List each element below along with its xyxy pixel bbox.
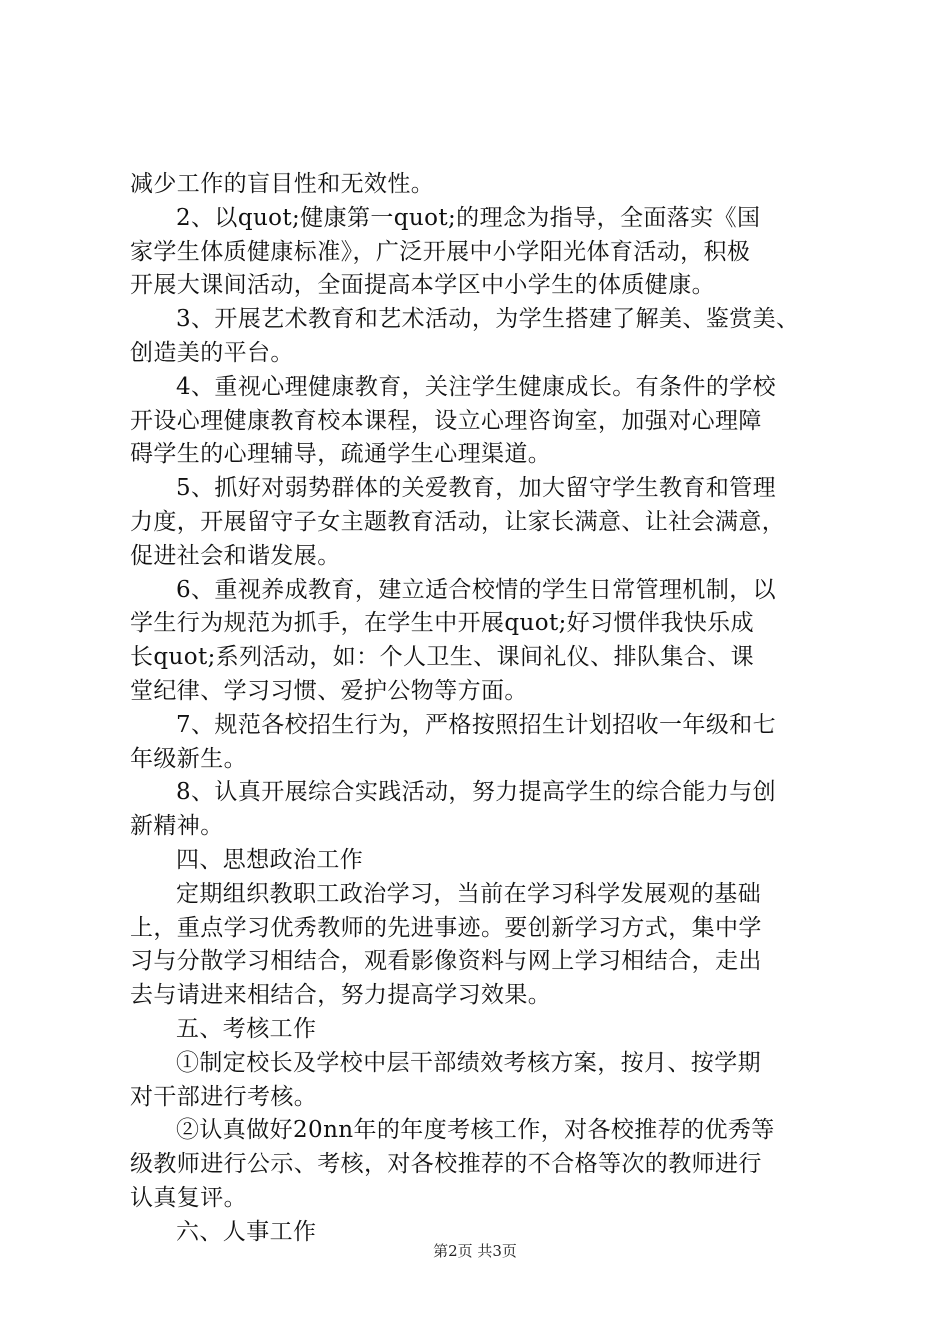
text-line: ②认真做好20nn年的年度考核工作，对各校推荐的优秀等 bbox=[176, 1117, 775, 1144]
text-line: 促进社会和谐发展。 bbox=[130, 542, 341, 569]
text-line: 碍学生的心理辅导，疏通学生心理渠道。 bbox=[130, 441, 552, 468]
text-line: 堂纪律、学习习惯、爱护公物等方面。 bbox=[130, 677, 528, 704]
section-heading: 五、考核工作 bbox=[176, 1015, 317, 1042]
text-line: 2、以quot;健康第一quot;的理念为指导，全面落实《国 bbox=[176, 204, 761, 231]
text-line: 对干部进行考核。 bbox=[130, 1083, 318, 1110]
text-line: 创造美的平台。 bbox=[130, 339, 294, 366]
text-line: 3、开展艺术教育和艺术活动，为学生搭建了解美、鉴赏美、 bbox=[176, 306, 800, 333]
text-line: 长quot;系列活动，如：个人卫生、课间礼仪、排队集合、课 bbox=[130, 644, 754, 671]
text-line: 习与分散学习相结合，观看影像资料与网上学习相结合，走出 bbox=[130, 948, 762, 975]
section-heading: 四、思想政治工作 bbox=[176, 846, 364, 873]
text-line: 7、规范各校招生行为，严格按照招生计划招收一年级和七 bbox=[176, 711, 777, 738]
text-line: 开设心理健康教育校本课程，设立心理咨询室，加强对心理障 bbox=[130, 407, 762, 434]
text-line: 减少工作的盲目性和无效性。 bbox=[130, 171, 435, 197]
text-line: 5、抓好对弱势群体的关爱教育，加大留守学生教育和管理 bbox=[176, 475, 777, 502]
text-line: 力度，开展留守子女主题教育活动，让家长满意、让社会满意， bbox=[130, 508, 786, 535]
text-line: 去与请进来相结合，努力提高学习效果。 bbox=[130, 982, 552, 1009]
text-line: 开展大课间活动，全面提高本学区中小学生的体质健康。 bbox=[130, 272, 715, 299]
text-line: 认真复评。 bbox=[130, 1184, 247, 1211]
text-line: 6、重视养成教育，建立适合校情的学生日常管理机制，以 bbox=[176, 576, 777, 603]
text-line: 4、重视心理健康教育，关注学生健康成长。有条件的学校 bbox=[176, 373, 777, 400]
text-line: ①制定校长及学校中层干部绩效考核方案，按月、按学期 bbox=[176, 1049, 761, 1076]
section-heading: 六、人事工作 bbox=[176, 1218, 317, 1245]
text-line: 新精神。 bbox=[130, 813, 224, 840]
text-line: 年级新生。 bbox=[130, 745, 247, 772]
text-line: 级教师进行公示、考核，对各校推荐的不合格等次的教师进行 bbox=[130, 1151, 762, 1178]
text-line: 8、认真开展综合实践活动，努力提高学生的综合能力与创 bbox=[176, 779, 777, 806]
text-line: 家学生体质健康标准》，广泛开展中小学阳光体育活动，积极 bbox=[130, 238, 751, 265]
text-line: 定期组织教职工政治学习，当前在学习科学发展观的基础 bbox=[176, 880, 761, 907]
text-line: 上，重点学习优秀教师的先进事迹。要创新学习方式，集中学 bbox=[130, 914, 762, 941]
document-body bbox=[130, 168, 830, 1250]
page-number: 第2页 共3页 bbox=[433, 1242, 517, 1260]
text-line: 学生行为规范为抓手，在学生中开展quot;好习惯伴我快乐成 bbox=[130, 610, 754, 637]
